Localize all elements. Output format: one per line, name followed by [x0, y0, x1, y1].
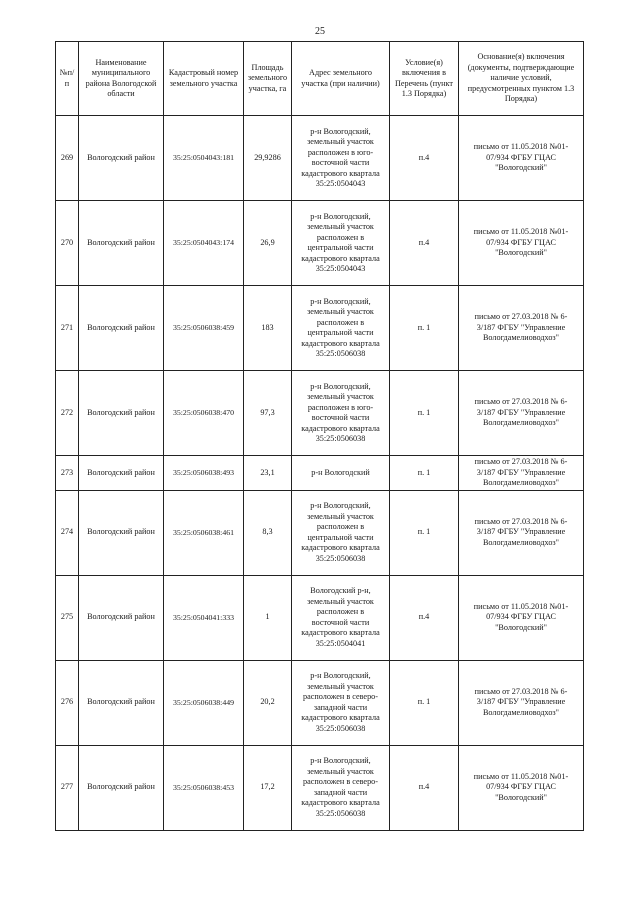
land-plots-table	[55, 41, 584, 831]
cadastral-number: 35:25:0506038:453	[164, 745, 244, 830]
plot-address: р-н Вологодский, земельный участок расположен в центральной части кадастрового квартала 35:25:0506038	[292, 286, 390, 371]
table-row	[56, 286, 584, 371]
plot-address: р-н Вологодский, земельный участок расположен в северо- западной части кадастрового квартала 35:25:0506038	[292, 660, 390, 745]
district-name: Вологодский район	[79, 286, 164, 371]
header-address: Адрес земельного участка (при наличии)	[292, 42, 390, 116]
row-number: 273	[56, 456, 79, 491]
header-number: №п/п	[56, 42, 79, 116]
inclusion-basis: письмо от 27.03.2018 № 6- 3/187 ФГБУ "Управление Вологдамелиоводхоз"	[459, 490, 584, 575]
district-name: Вологодский район	[79, 490, 164, 575]
plot-area: 97,3	[244, 371, 292, 456]
plot-area: 23,1	[244, 456, 292, 491]
plot-area: 26,9	[244, 201, 292, 286]
row-number: 276	[56, 660, 79, 745]
cadastral-number: 35:25:0506038:459	[164, 286, 244, 371]
row-number: 274	[56, 490, 79, 575]
header-district: Наименование муниципального района Вологодской области	[79, 42, 164, 116]
inclusion-basis: письмо от 11.05.2018 №01- 07/934 ФГБУ ГЦАС "Вологодский"	[459, 116, 584, 201]
plot-address: р-н Вологодский	[292, 456, 390, 491]
header-conditions: Условие(я) включения в Перечень (пункт 1.3 Порядка)	[390, 42, 459, 116]
inclusion-basis: письмо от 11.05.2018 №01- 07/934 ФГБУ ГЦАС "Вологодский"	[459, 745, 584, 830]
table-body	[56, 116, 584, 831]
header-cadastral-number: Кадастровый номер земельного участка	[164, 42, 244, 116]
inclusion-basis: письмо от 11.05.2018 №01- 07/934 ФГБУ ГЦАС "Вологодский"	[459, 575, 584, 660]
plot-area: 17,2	[244, 745, 292, 830]
cadastral-number: 35:25:0504043:181	[164, 116, 244, 201]
inclusion-condition: п.4	[390, 201, 459, 286]
plot-area: 183	[244, 286, 292, 371]
row-number: 277	[56, 745, 79, 830]
inclusion-condition: п.4	[390, 745, 459, 830]
inclusion-condition: п. 1	[390, 490, 459, 575]
table-row	[56, 490, 584, 575]
district-name: Вологодский район	[79, 116, 164, 201]
district-name: Вологодский район	[79, 371, 164, 456]
plot-area: 8,3	[244, 490, 292, 575]
cadastral-number: 35:25:0506038:470	[164, 371, 244, 456]
district-name: Вологодский район	[79, 456, 164, 491]
plot-area: 29,9286	[244, 116, 292, 201]
cadastral-number: 35:25:0506038:461	[164, 490, 244, 575]
row-number: 271	[56, 286, 79, 371]
inclusion-condition: п. 1	[390, 660, 459, 745]
plot-area: 20,2	[244, 660, 292, 745]
inclusion-basis: письмо от 11.05.2018 №01- 07/934 ФГБУ ГЦАС "Вологодский"	[459, 201, 584, 286]
page-number: 25	[315, 26, 325, 37]
cadastral-number: 35:25:0506038:449	[164, 660, 244, 745]
table-row	[56, 456, 584, 491]
table-row	[56, 201, 584, 286]
row-number: 272	[56, 371, 79, 456]
table-row	[56, 371, 584, 456]
inclusion-condition: п. 1	[390, 286, 459, 371]
inclusion-basis: письмо от 27.03.2018 № 6- 3/187 ФГБУ "Управление Вологдамелиоводхоз"	[459, 660, 584, 745]
inclusion-condition: п. 1	[390, 456, 459, 491]
header-basis: Основание(я) включения (документы, подтверждающие наличие условий, предусмотренных пунктом 1.3 Порядка)	[459, 42, 584, 116]
table-row	[56, 660, 584, 745]
inclusion-condition: п. 1	[390, 371, 459, 456]
plot-address: р-н Вологодский, земельный участок расположен в центральной части кадастрового квартала 35:25:0506038	[292, 490, 390, 575]
plot-address: р-н Вологодский, земельный участок расположен в юго- восточной части кадастрового квартала 35:25:0504043	[292, 116, 390, 201]
table-header-row	[56, 42, 584, 116]
cadastral-number: 35:25:0504043:174	[164, 201, 244, 286]
district-name: Вологодский район	[79, 745, 164, 830]
cadastral-number: 35:25:0506038:493	[164, 456, 244, 491]
row-number: 269	[56, 116, 79, 201]
district-name: Вологодский район	[79, 201, 164, 286]
inclusion-basis: письмо от 27.03.2018 № 6- 3/187 ФГБУ "Управление Вологдамелиоводхоз"	[459, 456, 584, 491]
district-name: Вологодский район	[79, 660, 164, 745]
header-area: Площадь земельного участка, га	[244, 42, 292, 116]
plot-address: р-н Вологодский, земельный участок расположен в северо- западной части кадастрового квартала 35:25:0506038	[292, 745, 390, 830]
plot-area: 1	[244, 575, 292, 660]
table-row	[56, 116, 584, 201]
table-row	[56, 745, 584, 830]
inclusion-condition: п.4	[390, 116, 459, 201]
row-number: 270	[56, 201, 79, 286]
inclusion-condition: п.4	[390, 575, 459, 660]
plot-address: р-н Вологодский, земельный участок расположен в юго- восточной части кадастрового квартала 35:25:0506038	[292, 371, 390, 456]
plot-address: Вологодский р-н, земельный участок расположен в восточной части кадастрового квартала 35:25:0504041	[292, 575, 390, 660]
plot-address: р-н Вологодский, земельный участок расположен в центральной части кадастрового квартала 35:25:0504043	[292, 201, 390, 286]
inclusion-basis: письмо от 27.03.2018 № 6- 3/187 ФГБУ "Управление Вологдамелиоводхоз"	[459, 371, 584, 456]
inclusion-basis: письмо от 27.03.2018 № 6- 3/187 ФГБУ "Управление Вологдамелиоводхоз"	[459, 286, 584, 371]
cadastral-number: 35:25:0504041:333	[164, 575, 244, 660]
district-name: Вологодский район	[79, 575, 164, 660]
row-number: 275	[56, 575, 79, 660]
table-row	[56, 575, 584, 660]
